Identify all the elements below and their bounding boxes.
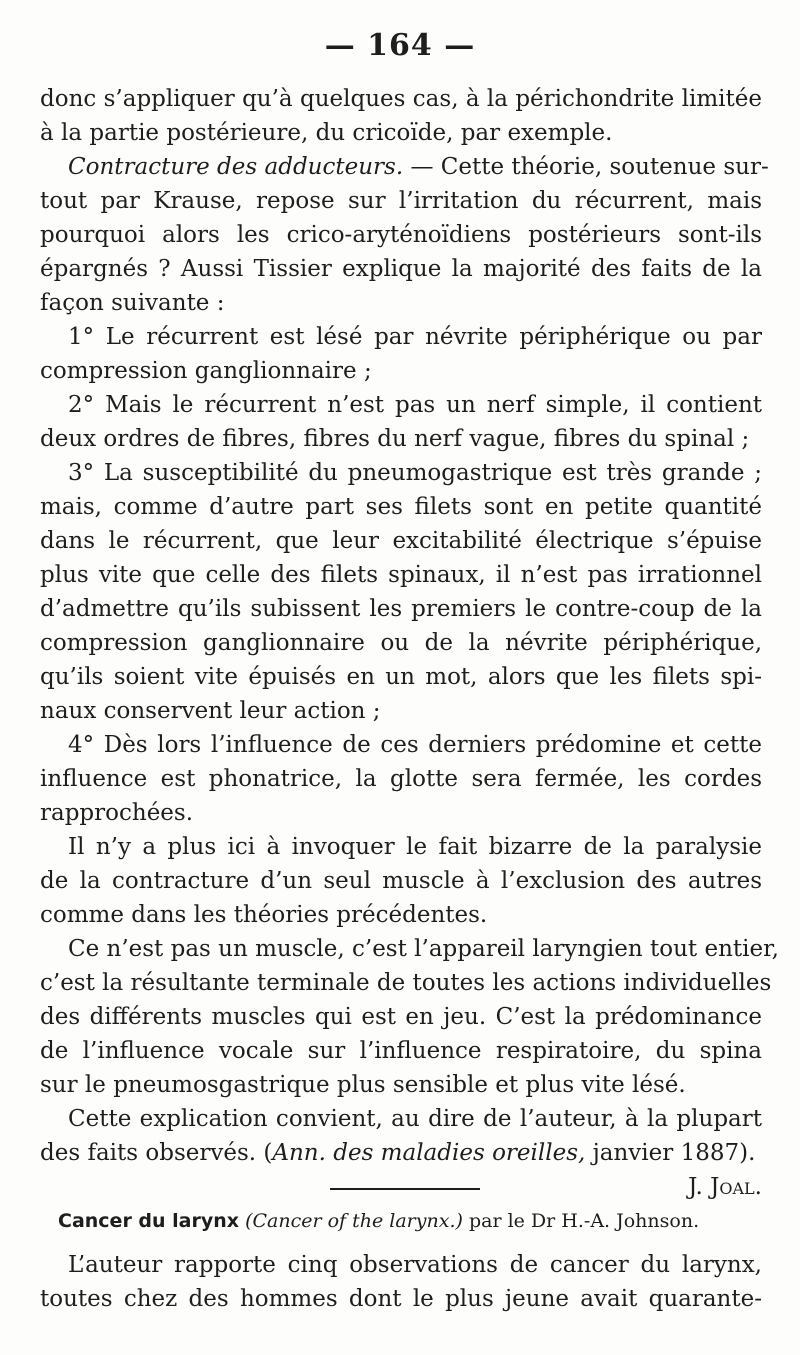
text-line: Il n’y a plus ici à invoquer le fait bizarre de la paralysie — [68, 834, 762, 860]
section-divider — [330, 1188, 480, 1190]
text-line: des différents muscles qui est en jeu. C’est la prédominance — [40, 1004, 762, 1030]
article-paragraph — [40, 1248, 762, 1316]
text-line: Ce n’est pas un muscle, c’est l’appareil laryngien tout entier, — [68, 936, 779, 962]
text-line: c’est la résultante terminale de toutes les actions individuelles — [40, 970, 772, 996]
text-line: de l’influence vocale sur l’influence respiratoire, du spina — [40, 1038, 762, 1064]
text-line: épargnés ? Aussi Tissier explique la majorité des faits de la — [40, 256, 762, 282]
article-heading — [58, 1210, 778, 1232]
body-paragraphs — [40, 184, 779, 1136]
text-line: compression ganglionnaire ; — [40, 358, 372, 384]
text-line: L’auteur rapporte cinq observations de cancer du larynx, — [68, 1252, 762, 1278]
citation-journal: Ann. des maladies oreilles, — [272, 1140, 586, 1166]
text-line: tout par Krause, repose sur l’irritation du récurrent, mais — [40, 188, 762, 214]
article-subtitle: (Cancer of the larynx.) — [245, 1210, 463, 1232]
text-line: plus vite que celle des filets spinaux, il n’est pas irrationnel — [40, 562, 762, 588]
text-line: de la contracture d’un seul muscle à l’exclusion des autres — [40, 868, 762, 894]
signature-line — [40, 1170, 762, 1204]
text-line: d’admettre qu’ils subissent les premiers le contre-coup de la — [40, 596, 762, 622]
text-line: 4° Dès lors l’influence de ces derniers prédomine et cette — [68, 732, 762, 758]
article-title: Cancer du larynx — [58, 1210, 240, 1232]
text-line: 3° La susceptibilité du pneumogastrique est très grande ; — [68, 460, 762, 486]
text-line: Cette explication convient, au dire de l’auteur, à la plupart — [68, 1106, 762, 1132]
text-line: donc s’appliquer qu’à quelques cas, à la périchondrite limitée — [40, 86, 762, 112]
citation-before: des faits observés. ( — [40, 1140, 273, 1166]
page-number: — 164 — — [324, 28, 476, 63]
intro-paragraph — [40, 82, 762, 150]
text-line: compression ganglionnaire ou de la névrite périphérique, — [40, 630, 762, 656]
contracture-line — [40, 150, 769, 184]
text-line: deux ordres de fibres, fibres du nerf vague, fibres du spinal ; — [40, 426, 750, 452]
text-line: 1° Le récurrent est lésé par névrite périphérique ou par — [68, 324, 762, 350]
text-line: à la partie postérieure, du cricoïde, par exemple. — [40, 120, 613, 146]
citation-after: janvier 1887). — [585, 1140, 756, 1166]
text-line: dans le récurrent, que leur excitabilité électrique s’épuise — [40, 528, 762, 554]
text-line: pourquoi alors les crico-aryténoïdiens postérieurs sont-ils — [40, 222, 762, 248]
text-line: sur le pneumosgastrique plus sensible et plus vite lésé. — [40, 1072, 686, 1098]
text-line: toutes chez des hommes dont le plus jeune avait quarante- — [40, 1286, 762, 1312]
contracture-heading: Contracture des adducteurs. — [68, 154, 404, 180]
text-line: qu’ils soient vite épuisés en un mot, alors que les filets spi- — [40, 664, 762, 690]
main-text — [40, 82, 779, 1204]
text-line: façon suivante : — [40, 290, 225, 316]
signature: J. Joal. — [688, 1174, 762, 1200]
text-line: influence est phonatrice, la glotte sera fermée, les cordes — [40, 766, 762, 792]
text-line: comme dans les théories précédentes. — [40, 902, 488, 928]
citation-line — [40, 1136, 762, 1170]
article-byline: par le Dr H.-A. Johnson. — [462, 1210, 700, 1232]
text-line: naux conservent leur action ; — [40, 698, 381, 724]
text-line: 2° Mais le récurrent n’est pas un nerf simple, il contient — [68, 392, 762, 418]
contracture-rest: — Cette théorie, soutenue sur- — [403, 154, 769, 180]
text-line: mais, comme d’autre part ses filets sont en petite quantité — [40, 494, 762, 520]
text-line: rapprochées. — [40, 800, 194, 826]
